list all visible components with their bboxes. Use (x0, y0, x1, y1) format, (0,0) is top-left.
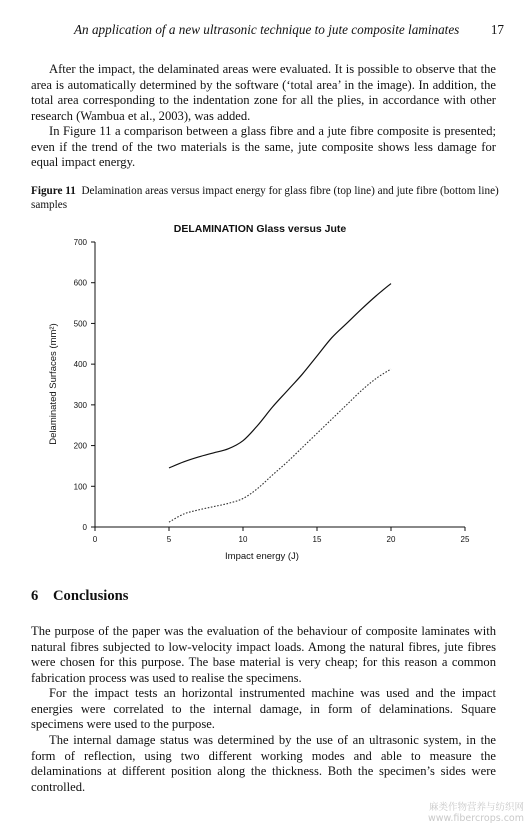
section-number: 6 (31, 588, 39, 604)
x-tick-label: 25 (460, 535, 470, 544)
y-tick-label: 200 (73, 441, 87, 451)
x-tick-label: 5 (166, 535, 172, 544)
y-axis-ticks (74, 238, 95, 532)
x-tick-label: 10 (238, 535, 248, 544)
watermark (428, 802, 524, 824)
y-tick-label: 100 (73, 482, 87, 492)
x-tick-label: 20 (386, 535, 396, 544)
y-axis-label: Delaminated Surfaces (mm²) (48, 323, 59, 445)
x-tick-label: 15 (312, 535, 322, 544)
figure-caption-text: Delamination areas versus impact energy for glass fibre (top line) and jute fibre (bottom line) samples (31, 185, 499, 211)
x-axis-label: Impact energy (J) (225, 551, 299, 562)
paragraph-figure-comparison: In Figure 11 a comparison between a glass fibre and a jute fibre composite is presented; even if the trend of the two materials is the same, jute composite shows less damage for equal impact energy. (31, 124, 496, 170)
y-tick-label: 0 (82, 523, 87, 532)
watermark-line-1: 麻类作物营养与纺织网 (428, 802, 524, 813)
paragraph-purpose: The purpose of the paper was the evaluation of the behaviour of composite laminates with natural fibres subjected to low-velocity impact loads. Among the natural fibres, jute fibres were chosen for this purpose. The base material is very cheap; for this reason a common fabrication process was used to realise the specimens. (31, 624, 496, 685)
y-tick-label: 300 (73, 400, 87, 410)
y-tick-label: 700 (73, 238, 87, 247)
page-number: 17 (490, 22, 504, 37)
y-tick-label: 600 (73, 278, 87, 288)
running-header (74, 22, 504, 38)
series-line-glass (169, 284, 391, 468)
y-tick-label: 500 (73, 319, 87, 329)
section-heading (31, 588, 128, 605)
figure-caption (31, 184, 501, 212)
paragraph-delaminated-areas: After the impact, the delaminated areas were evaluated. It is possible to observe that the area is automatically determined by the software (‘total area’ in the image). In addition, the total area corresponding to the indentation zone for all the plies, in accordance with other research (Wambua et al., 2003), was added. (31, 62, 496, 123)
delamination-chart (40, 216, 480, 566)
series-line-jute (169, 369, 391, 522)
running-title: An application of a new ultrasonic technique to jute composite laminates (74, 22, 460, 37)
paragraph-damage-status: The internal damage status was determined by the use of an ultrasonic system, in the form of reflection, using two different working modes and able to measure the delaminations at different position along the thickness. Both the specimen’s sides were controlled. (31, 733, 496, 794)
watermark-line-2: www.fibercrops.com (427, 813, 524, 824)
paragraph-impact-tests: For the impact tests an horizontal instrumented machine was used and the impact energies were correlated to the internal damage, in form of delaminations. Square specimens were used to the purpose. (31, 686, 496, 732)
y-tick-label: 400 (73, 360, 87, 370)
x-axis-ticks (93, 527, 470, 544)
x-tick-label: 0 (92, 535, 98, 544)
figure-label: Figure 11 (31, 185, 76, 197)
chart-title: DELAMINATION Glass versus Jute (173, 223, 347, 235)
section-title: Conclusions (53, 588, 129, 604)
